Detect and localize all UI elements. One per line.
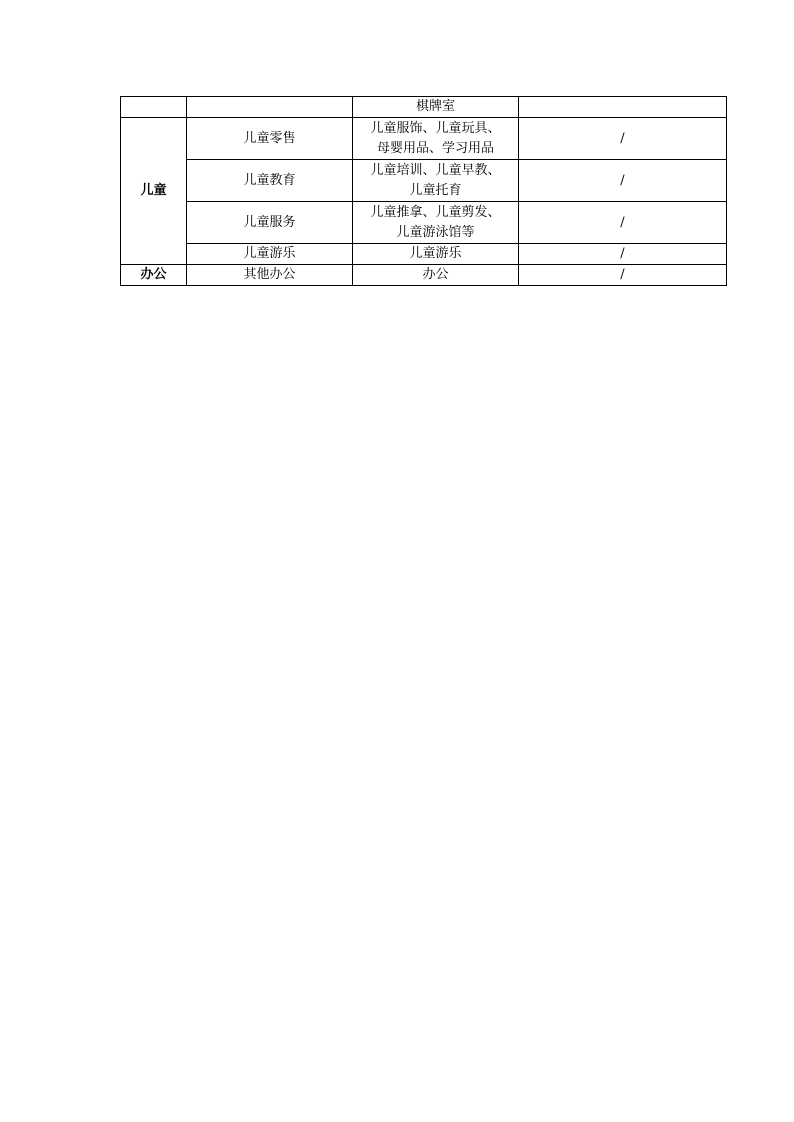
content-line: 儿童培训、儿童早教、 (370, 162, 501, 178)
note-cell: / (519, 202, 727, 244)
content-cell (353, 97, 519, 118)
table-row (121, 118, 727, 160)
content-line: 儿童服饰、儿童玩具、 (370, 120, 501, 136)
content-line: 儿童推拿、儿童剪发、 (370, 204, 501, 220)
content-cell (353, 118, 519, 160)
content-line: 办公 (422, 267, 449, 282)
category-cell-office: 办公 (121, 265, 187, 286)
content-cell (353, 265, 519, 286)
content-line: 儿童托育 (409, 182, 462, 198)
subcategory-cell: 儿童游乐 (187, 244, 353, 265)
content-cell (353, 244, 519, 265)
content-line: 棋牌室 (415, 99, 455, 114)
content-line: 母婴用品、学习用品 (376, 140, 494, 156)
table-row (121, 160, 727, 202)
category-cell (121, 97, 187, 118)
note-cell: / (519, 244, 727, 265)
subcategory-cell: 儿童教育 (187, 160, 353, 202)
content-cell (353, 160, 519, 202)
subcategory-cell: 其他办公 (187, 265, 353, 286)
business-category-table (120, 96, 727, 286)
table-row (121, 265, 727, 286)
category-cell-children: 儿童 (121, 118, 187, 265)
subcategory-cell: 儿童服务 (187, 202, 353, 244)
subcategory-cell: 儿童零售 (187, 118, 353, 160)
content-cell (353, 202, 519, 244)
note-cell: / (519, 265, 727, 286)
table-row (121, 244, 727, 265)
table-row (121, 97, 727, 118)
table-row (121, 202, 727, 244)
note-cell: / (519, 160, 727, 202)
content-line: 儿童游乐 (409, 246, 462, 261)
note-cell: / (519, 118, 727, 160)
note-cell (519, 97, 727, 118)
subcategory-cell (187, 97, 353, 118)
content-line: 儿童游泳馆等 (396, 224, 475, 240)
